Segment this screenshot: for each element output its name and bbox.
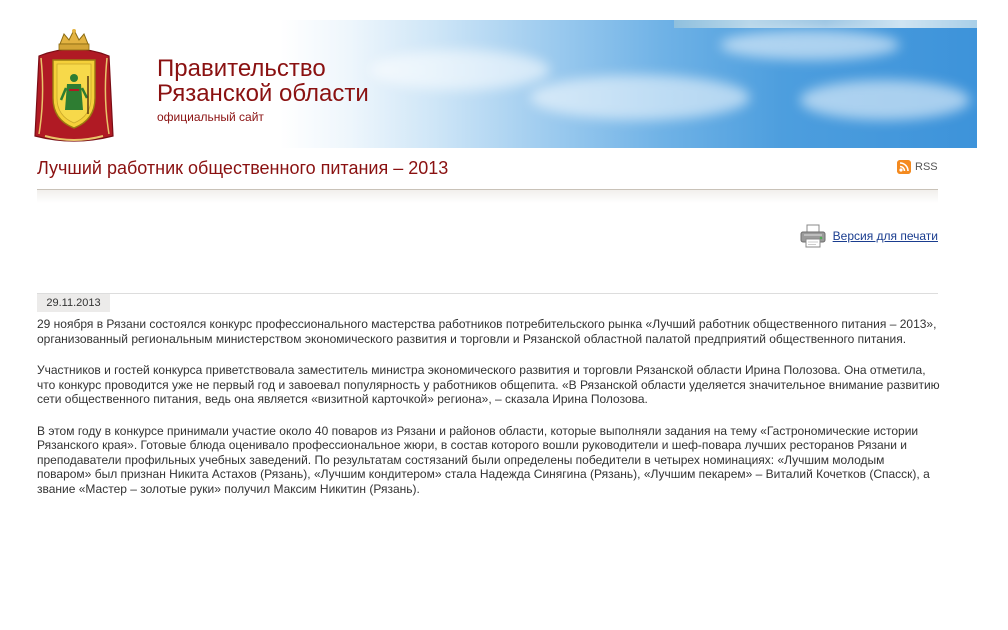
rss-icon (897, 160, 911, 174)
site-header (0, 0, 1008, 150)
page-title: Лучший работник общественного питания – 2013 (37, 158, 449, 178)
date-divider (37, 293, 938, 294)
site-subtitle: официальный сайт (157, 110, 264, 124)
rss-label[interactable]: RSS (915, 161, 938, 173)
article-paragraph-3: В этом году в конкурсе принимали участие около 40 поваров из Рязани и районов области, которые выполняли задания на тему «Гастрономические истории Рязанского края». Готовые блюда оценивало профессиональное жюри, в состав которого вошли руководители и шеф-повара лучших ресторанов Рязани и преподаватели профильных учебных заведений. По результатам состязаний были определены победители в четырех номинациях: «Лучшим молодым поваром» был признан Никита Астахов (Рязань), «Лучшим кондитером» стала Надежда Синягина (Рязань), «Лучшим пекарем» – Виталий Кочетков (Спасск), а звание «Мастер – золотые руки» получил Максим Никитин (Рязань). (37, 423, 930, 496)
site-title-line1[interactable]: Правительство (157, 55, 326, 82)
article-paragraph-1: 29 ноября в Рязани состоялся конкурс профессионального мастерства работников потребительского рынка «Лучший работник общественного питания – 2013», организованный региональным министерством экономического развития и торговли и Рязанской областной палатой предприятий общественного питания. (37, 317, 937, 346)
article-body (37, 317, 942, 513)
print-version-label[interactable]: Версия для печати (832, 229, 938, 243)
coat-of-arms-icon[interactable] (33, 28, 115, 148)
title-shade (37, 190, 938, 203)
rss-link[interactable] (897, 160, 938, 174)
header-sky-banner (280, 20, 977, 148)
article-date: 29.11.2013 (37, 294, 110, 312)
article-paragraph-2: Участников и гостей конкурса приветствовала заместитель министра экономического развития и торговли Рязанской области Ирина Полозова. Она отметила, что конкурс проводится уже не первый год и завоевал популярность у работников общепита. «В Рязанской области уделяется значительное внимание развитию сети общественного питания, ведь она является «визитной карточкой» региона», – сказала Ирина Полозова. (37, 363, 940, 406)
printer-icon (799, 224, 827, 248)
site-title-block[interactable] (157, 56, 369, 124)
site-title-line2[interactable]: Рязанской области (157, 80, 369, 107)
print-version-link[interactable] (799, 224, 938, 248)
